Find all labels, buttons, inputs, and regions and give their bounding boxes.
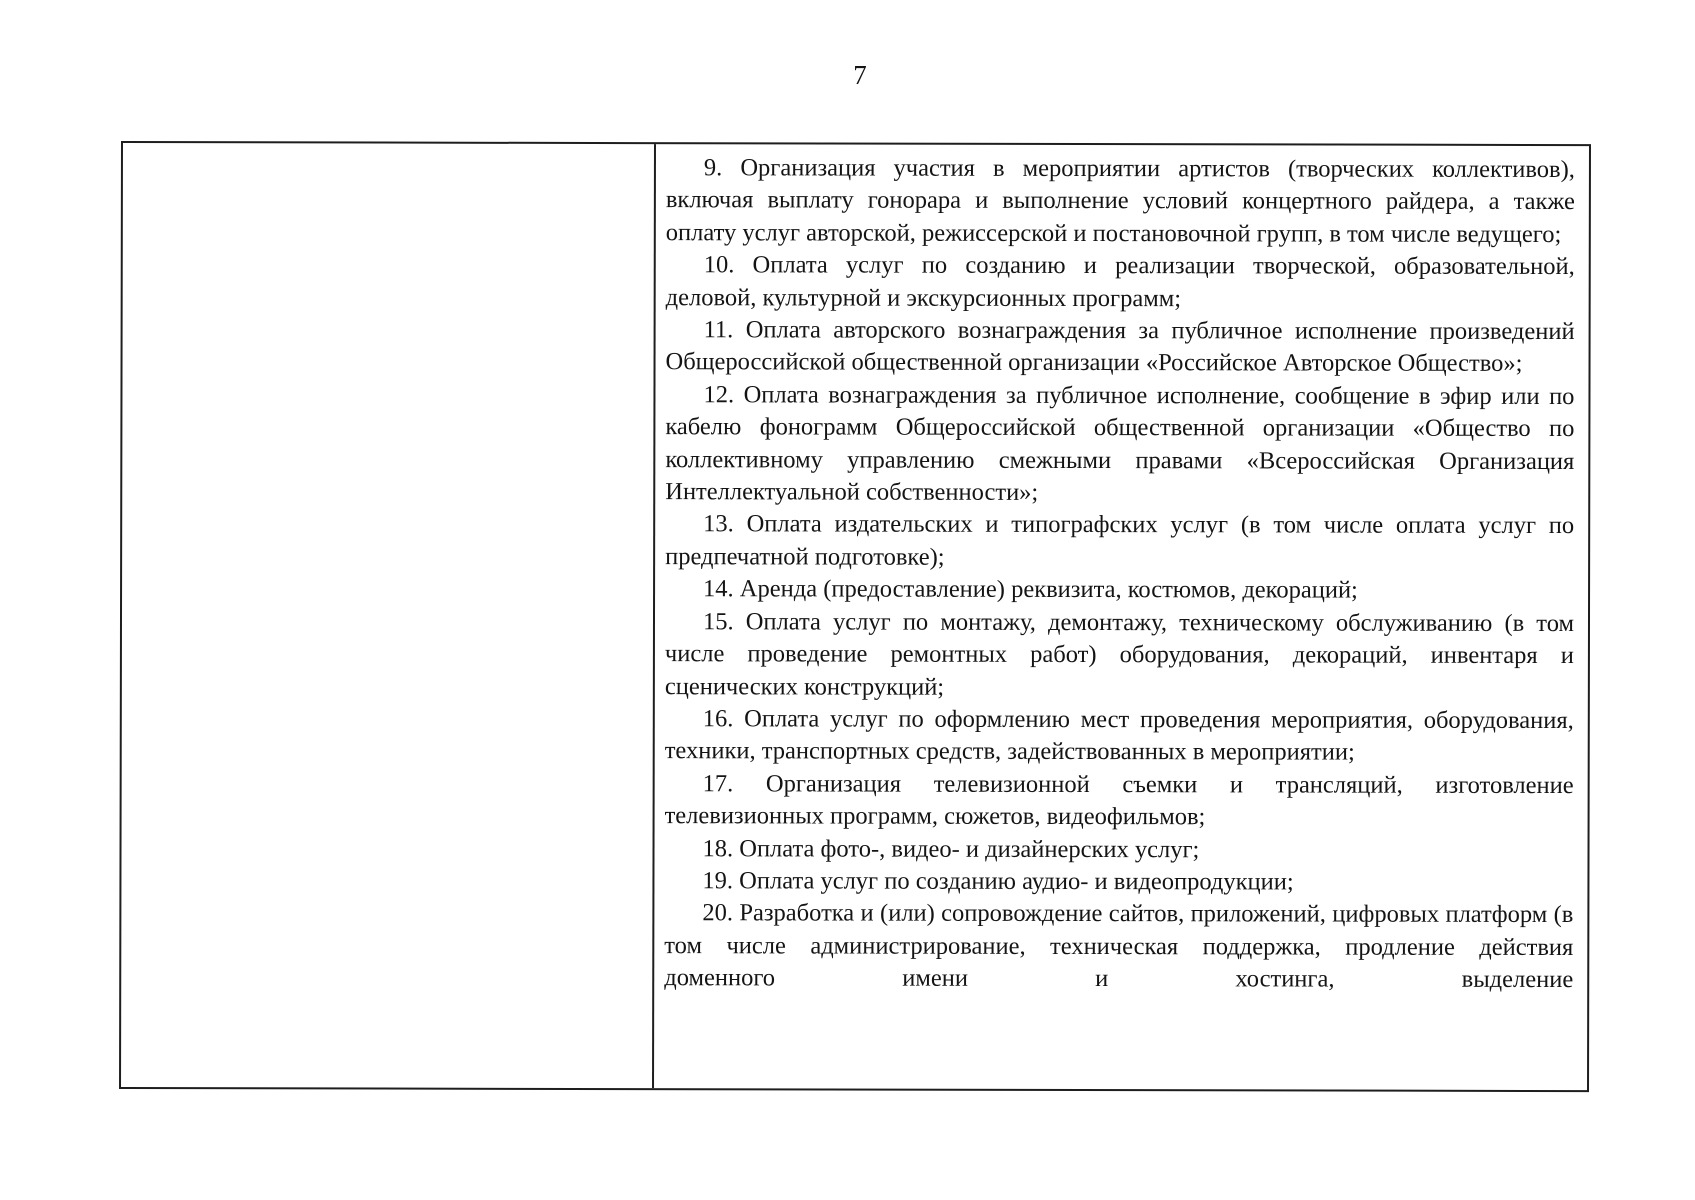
list-item: 12. Оплата вознаграждения за публичное исполнение, сообщение в эфир или по кабелю фонограмм Общероссийской общественной организации «Общество по коллективному управлению смежными правами «Всероссийская Организация Интеллектуальной собственности»;	[665, 381, 1575, 506]
list-item: 16. Оплата услуг по оформлению мест проведения мероприятия, оборудования, техники, транспортных средств, задействованных в мероприятии;	[664, 705, 1574, 766]
list-item: 13. Оплата издательских и типографских услуг (в том числе оплата услуг по предпечатной подготовке);	[665, 510, 1575, 571]
table-right-cell	[654, 144, 1589, 1090]
list-item: 19. Оплата услуг по созданию аудио- и видеопродукции;	[702, 867, 1294, 896]
table-left-cell	[121, 143, 656, 1088]
list-item: 10. Оплата услуг по созданию и реализации творческой, образовательной, деловой, культурной и экскурсионных программ;	[665, 251, 1575, 312]
list-item: 11. Оплата авторского вознаграждения за публичное исполнение произведений Общероссийской общественной организации «Российское Авторское Общество»;	[665, 316, 1575, 378]
page-number: 7	[853, 60, 867, 90]
list-item: 20. Разработка и (или) сопровождение сайтов, приложений, цифровых платформ (в том числе администрирование, техническая поддержка, продление действия доменного имени и хостинга, выделение	[664, 899, 1574, 994]
list-item: 15. Оплата услуг по монтажу, демонтажу, техническому обслуживанию (в том числе проведение ремонтных работ) оборудования, декораций, инвентаря и сценических конструкций;	[664, 607, 1575, 701]
list-item: 17. Организация телевизионной съемки и трансляций, изготовление телевизионных программ, сюжетов, видеофильмов;	[664, 769, 1574, 831]
list-item: 18. Оплата фото-, видео- и дизайнерских услуг;	[702, 834, 1200, 863]
list-item: 14. Аренда (предоставление) реквизита, костюмов, декораций;	[703, 575, 1358, 604]
list-item: 9. Организация участия в мероприятии артистов (творческих коллективов), включая выплату гонорара и выполнение условий концертного райдера, а также оплату услуг авторской, режиссерской и постановочной групп, в том числе ведущего;	[665, 154, 1575, 248]
document-table	[119, 141, 1591, 1092]
